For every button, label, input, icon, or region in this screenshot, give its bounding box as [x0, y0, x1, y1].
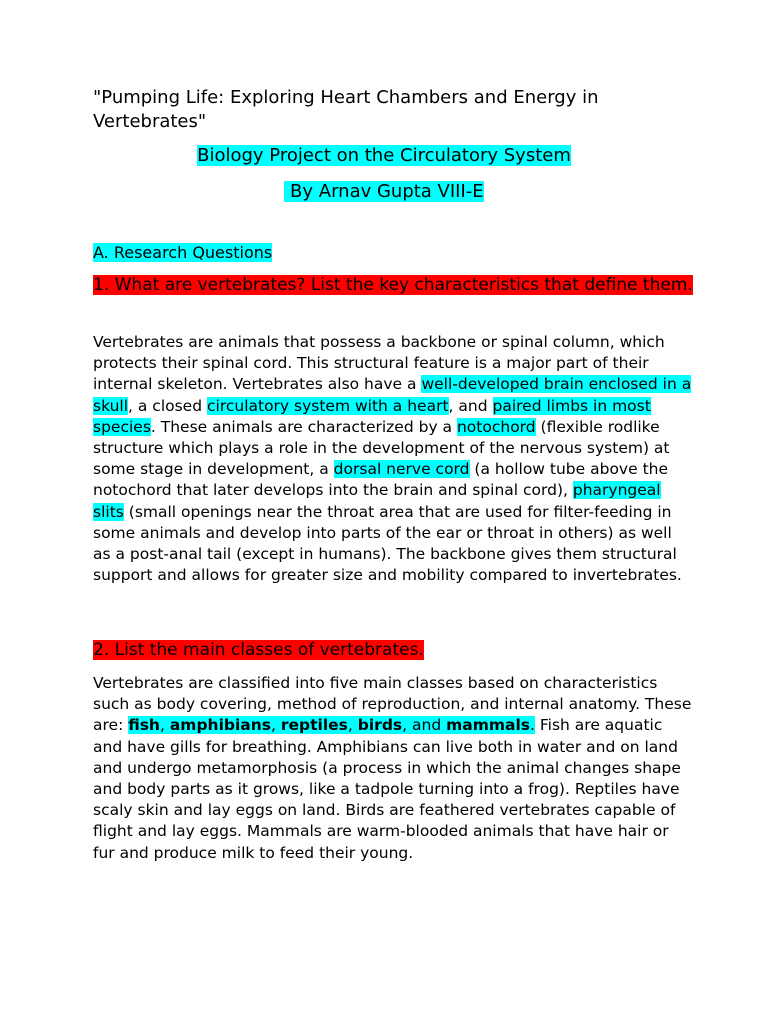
question-2-heading — [93, 638, 693, 662]
highlight-dorsal-nerve-cord: dorsal nerve cord — [333, 460, 470, 479]
document-title: "Pumping Life: Exploring Heart Chambers and Energy in Vertebrates" — [93, 87, 599, 132]
highlight-notochord: notochord — [456, 417, 536, 436]
project-subtitle — [0, 144, 768, 168]
class-birds: birds — [357, 716, 403, 735]
project-subtitle-text: Biology Project on the Circulatory System — [197, 145, 571, 166]
class-fish: fish — [128, 716, 160, 735]
highlight-pharyngeal-slits: pharyngeal slits — [93, 481, 661, 521]
answer-1-text: , a closed — [128, 396, 207, 415]
question-1-heading — [93, 273, 693, 297]
class-reptiles: reptiles — [280, 716, 348, 735]
answer-2-paragraph — [93, 673, 693, 864]
separator: , and — [402, 716, 447, 735]
class-mammals: mammals — [446, 716, 531, 735]
class-amphibians: amphibians — [169, 716, 272, 735]
separator: , — [347, 716, 358, 735]
answer-2-text: Fish are aquatic and have gills for breathing. Amphibians can live both in water and on land and undergo metamorphosis (a process in which the animal changes shape and body parts as it grows, like a tadpole turning into a frog). Reptiles have scaly skin and lay eggs on land. Birds are feathered vertebrates capable of flight and lay eggs. Mammals are warm-blooded animals that have hair or fur and produce milk to feed their young. — [93, 716, 681, 862]
section-heading — [93, 242, 272, 264]
answer-1-text: Vertebrates are animals that possess a backbone or spinal column, which protects their spinal cord. This structural feature is a major part of their internal skeleton. Vertebrates also have a — [93, 333, 665, 394]
section-heading-text: A. Research Questions — [93, 243, 273, 262]
highlight-brain-skull: well-developed brain enclosed in a skull — [93, 375, 692, 415]
highlight-paired-limbs: paired limbs in most species — [93, 396, 651, 436]
answer-1-text: (flexible rodlike structure which plays a role in the development of the nervous system) at some stage in development, a — [93, 417, 670, 479]
highlight-circulatory-system: circulatory system with a heart — [206, 396, 449, 415]
answer-2-text: Vertebrates are classified into five main classes based on characteristics such as body covering, method of reproduction, and internal anatomy. These are: — [93, 674, 692, 735]
author-byline-text: By Arnav Gupta VIII-E — [284, 181, 484, 202]
answer-1-paragraph — [93, 332, 693, 586]
author-byline — [0, 180, 768, 204]
separator: . — [530, 716, 535, 735]
answer-1-text: , and — [448, 396, 493, 415]
highlight-vertebrate-classes — [128, 716, 535, 734]
question-2-text: 2. List the main classes of vertebrates. — [93, 640, 424, 660]
answer-1-text: (small openings near the throat area that are used for filter-feeding in some animals and develop into parts of the ear or throat in others) as well as a post-anal tail (except in humans). The backbone gives them structural support and allows for greater size and mobility compared to invertebrates. — [93, 502, 682, 585]
answer-1-text: (a hollow tube above the notochord that later develops into the brain and spinal cord), — [93, 460, 669, 500]
separator: , — [271, 716, 281, 735]
answer-1-text: . These animals are characterized by a — [150, 417, 457, 436]
question-1-text: 1. What are vertebrates? List the key characteristics that define them. — [93, 275, 693, 295]
separator: , — [159, 716, 170, 735]
